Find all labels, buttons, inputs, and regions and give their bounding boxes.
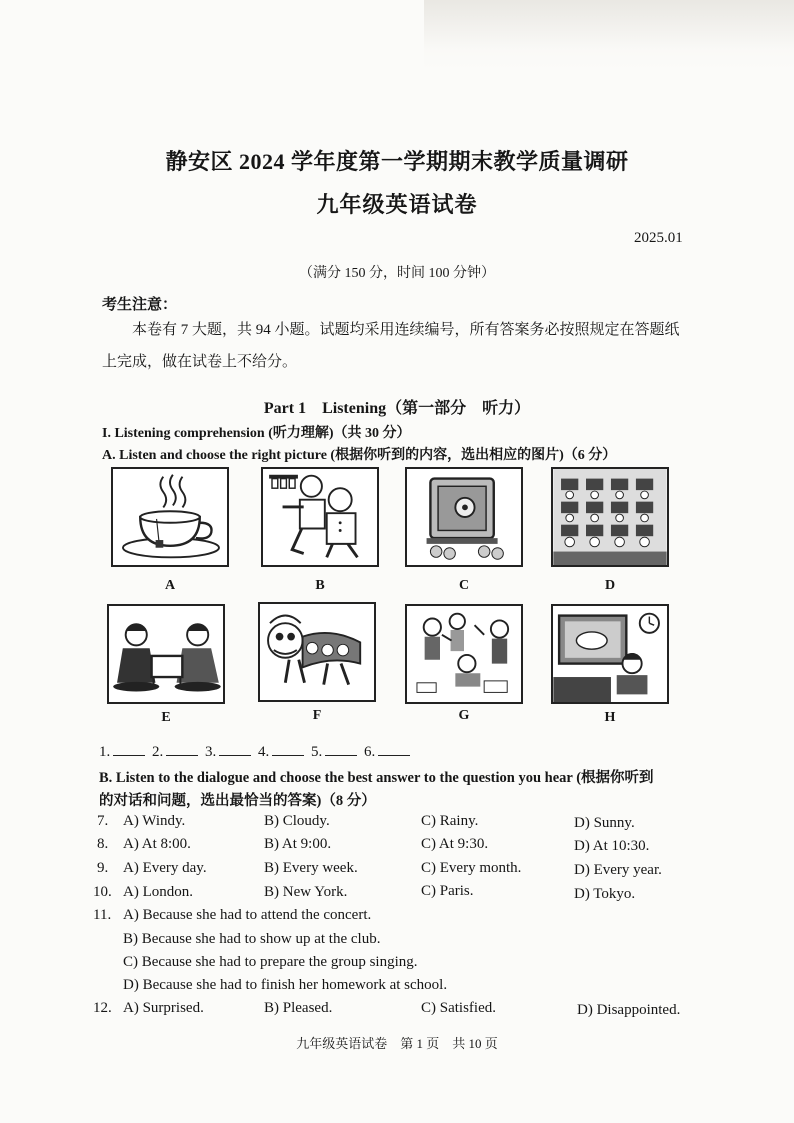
safe-icon [407,469,521,565]
option-c: C) Paris. [421,883,474,899]
option-b: B) At 9:00. [264,836,332,852]
option-b: B) Cloudy. [264,813,330,829]
option-d: D) Tokyo. [574,886,636,902]
option-c: C) Because she had to prepare the group singing. [123,954,418,970]
option-d: D) Disappointed. [577,1002,681,1018]
picture-label-c: C [458,578,470,593]
blank-label: 2. [152,744,164,760]
picture-c [405,467,523,567]
option-a: A) Because she had to attend the concert. [123,907,372,923]
picture-a [111,467,229,567]
question-number: 10. [93,884,112,900]
question-number: 9. [97,860,109,876]
option-c: C) Satisfied. [421,1000,496,1016]
picture-label-a: A [164,578,176,593]
exam-subtitle: 九年级英语试卷 [316,192,478,217]
section-b-heading-line-2: 的对话和问题，选出最恰当的答案)（8 分） [99,793,376,809]
answer-blanks [99,742,413,761]
chess-players-icon [109,606,223,702]
answer-blank[interactable] [325,742,357,756]
lion-dance-icon [260,604,374,700]
question-number: 8. [97,836,109,852]
answer-blank[interactable] [113,742,145,756]
notice-line-1: 本卷有 7 大题，共 94 小题。试题均采用连续编号，所有答案务必按照规定在答题纸 [132,322,680,338]
question-number: 12. [93,1000,112,1016]
blank-label: 5. [311,744,323,760]
question-number: 11. [93,907,112,923]
notice-line-2: 上完成，做在试卷上不给分。 [102,354,298,370]
exam-date: 2025.01 [634,230,683,246]
option-a: A) Every day. [123,860,207,876]
option-c: C) At 9:30. [421,836,489,852]
picture-label-g: G [458,708,470,723]
option-c: C) Rainy. [421,813,479,829]
picture-label-b: B [315,578,325,593]
section-a-heading: A. Listen and choose the right picture (根据你听到的内容，选出相应的图片)（6 分） [102,448,617,463]
option-a: A) Surprised. [123,1000,204,1016]
exam-title: 静安区 2024 学年度第一学期期末教学质量调研 [165,149,629,174]
option-a: A) At 8:00. [123,836,191,852]
answer-blank[interactable] [378,742,410,756]
waiters-icon [263,469,377,565]
option-a: A) London. [123,884,193,900]
option-a: A) Windy. [123,813,186,829]
question-number: 7. [97,813,109,829]
picture-d [551,467,669,567]
option-d: D) At 10:30. [574,838,650,854]
blank-label: 4. [258,744,270,760]
section-b-heading-line-1: B. Listen to the dialogue and choose the best answer to the question you hear (根据你听到 [99,770,654,786]
picture-h [551,604,669,704]
answer-blank[interactable] [166,742,198,756]
picture-b [261,467,379,567]
answer-blank[interactable] [219,742,251,756]
blank-label: 6. [364,744,376,760]
picture-label-h: H [604,710,616,725]
blank-label: 3. [205,744,217,760]
tea-cup-icon [113,469,227,565]
option-b: B) Every week. [264,860,358,876]
answer-blank[interactable] [272,742,304,756]
score-time: （满分 150 分，时间 100 分钟） [299,266,495,281]
option-d: D) Sunny. [574,815,635,831]
option-c: C) Every month. [421,860,522,876]
blank-label: 1. [99,744,111,760]
picture-label-d: D [604,578,616,593]
picture-f [258,602,376,702]
picture-g [405,604,523,704]
option-b: B) Because she had to show up at the club. [123,931,381,947]
watching-tv-icon [553,606,667,702]
option-b: B) Pleased. [264,1000,333,1016]
part-title: Part 1 Listening（第一部分 听力） [263,400,531,417]
page-footer: 九年级英语试卷 第 1 页 共 10 页 [296,1036,498,1051]
option-b: B) New York. [264,884,348,900]
classroom-icon [553,469,667,565]
picture-label-e: E [161,710,171,725]
picture-label-f: F [312,708,322,723]
option-d: D) Because she had to finish her homework at school. [123,977,448,993]
notice-heading: 考生注意： [102,297,178,313]
scan-smudge [424,0,794,70]
picture-e [107,604,225,704]
children-playing-icon [407,606,521,702]
option-d: D) Every year. [574,862,662,878]
section-1-heading: I. Listening comprehension (听力理解)（共 30 分） [102,426,411,441]
